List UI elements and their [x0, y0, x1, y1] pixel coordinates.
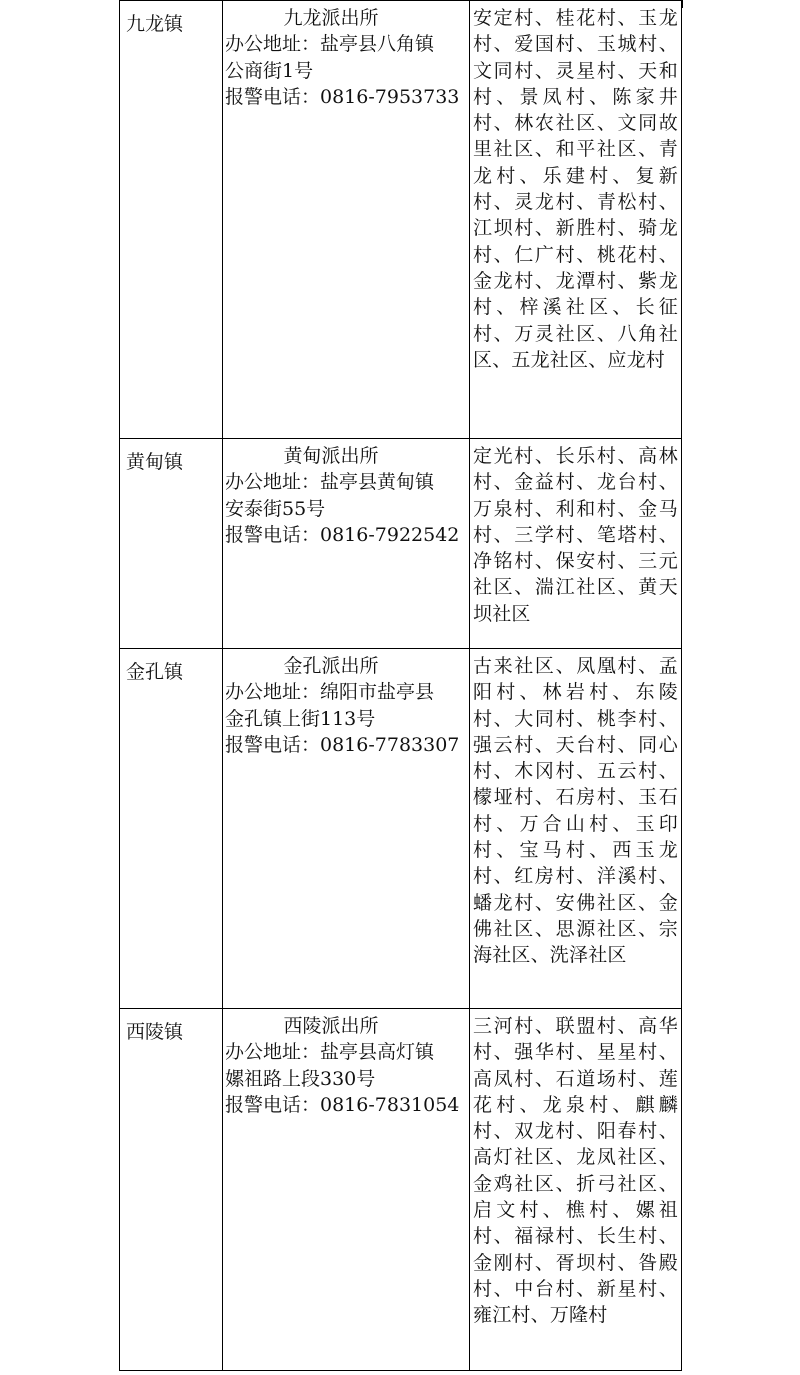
office-address-line1: 办公地址：盐亭县八角镇: [225, 33, 435, 56]
town-name: 西陵镇: [126, 1021, 184, 1043]
town-cell: [120, 439, 223, 649]
office-address-line1: 办公地址：盐亭县高灯镇: [225, 1041, 435, 1064]
alarm-phone: 报警电话：0816-7783307: [225, 733, 460, 756]
alarm-phone: 报警电话：0816-7953733: [225, 85, 460, 108]
villages-cell: [470, 1009, 682, 1371]
alarm-phone: 报警电话：0816-7922542: [225, 523, 460, 546]
station-name: 金孔派出所: [283, 655, 379, 677]
office-address-line2: 安泰街55号: [225, 497, 326, 520]
village-list: 古来社区、凤凰村、孟阳村、林岩村、东陵村、大同村、桃李村、强云村、天台村、同心村、木冈村、五云村、檬垭村、石房村、玉石村、万合山村、玉印村、宝马村、西玉龙村、红房村、洋溪村、蟠龙村、安佛社区、金佛社区、思源社区、宗海社区、洗泽社区: [473, 655, 678, 967]
table-row: [120, 1009, 682, 1371]
office-address-line1: 办公地址：盐亭县黄甸镇: [225, 471, 435, 494]
town-cell: [120, 649, 223, 1009]
town-name: 黄甸镇: [126, 451, 184, 473]
station-name: 九龙派出所: [283, 7, 379, 29]
table-row: [120, 649, 682, 1009]
village-list: 三河村、联盟村、高华村、强华村、星星村、高凤村、石道场村、莲花村、龙泉村、麒麟村、双龙村、阳春村、高灯社区、龙凤社区、金鸡社区、折弓社区、启文村、樵村、嫘祖村、福禄村、长生村、金刚村、胥坝村、昝殿村、中台村、新星村、雍江村、万隆村: [473, 1015, 678, 1327]
table-row: [120, 1, 682, 439]
office-address-line1: 办公地址：绵阳市盐亭县: [225, 681, 435, 704]
villages-cell: [470, 1, 682, 439]
police-station-table: [119, 0, 682, 1371]
station-name: 黄甸派出所: [283, 445, 379, 467]
village-list: 安定村、桂花村、玉龙村、爱国村、玉城村、文同村、灵星村、天和村、景凤村、陈家井村、林农社区、文同故里社区、和平社区、青龙村、乐建村、复新村、灵龙村、青松村、江坝村、新胜村、骑龙村、仁广村、桃花村、金龙村、龙潭村、紫龙村、梓溪社区、长征村、万灵社区、八角社区、五龙社区、应龙村: [473, 7, 678, 371]
town-cell: [120, 1, 223, 439]
table-row: [120, 439, 682, 649]
station-cell: [223, 1, 470, 439]
alarm-phone: 报警电话：0816-7831054: [225, 1093, 460, 1116]
office-address-line2: 公商街1号: [225, 59, 314, 82]
villages-cell: [470, 439, 682, 649]
village-list: 定光村、长乐村、高林村、金益村、龙台村、万泉村、利和村、金马村、三学村、笔塔村、净铭村、保安村、三元社区、湍江社区、黄天坝社区: [473, 445, 678, 625]
station-name: 西陵派出所: [283, 1015, 379, 1037]
station-cell: [223, 439, 470, 649]
villages-cell: [470, 649, 682, 1009]
town-name: 金孔镇: [126, 661, 184, 683]
office-address-line2: 金孔镇上街113号: [225, 707, 376, 730]
town-name: 九龙镇: [126, 13, 184, 35]
town-cell: [120, 1009, 223, 1371]
station-cell: [223, 649, 470, 1009]
station-cell: [223, 1009, 470, 1371]
office-address-line2: 嫘祖路上段330号: [225, 1067, 376, 1090]
